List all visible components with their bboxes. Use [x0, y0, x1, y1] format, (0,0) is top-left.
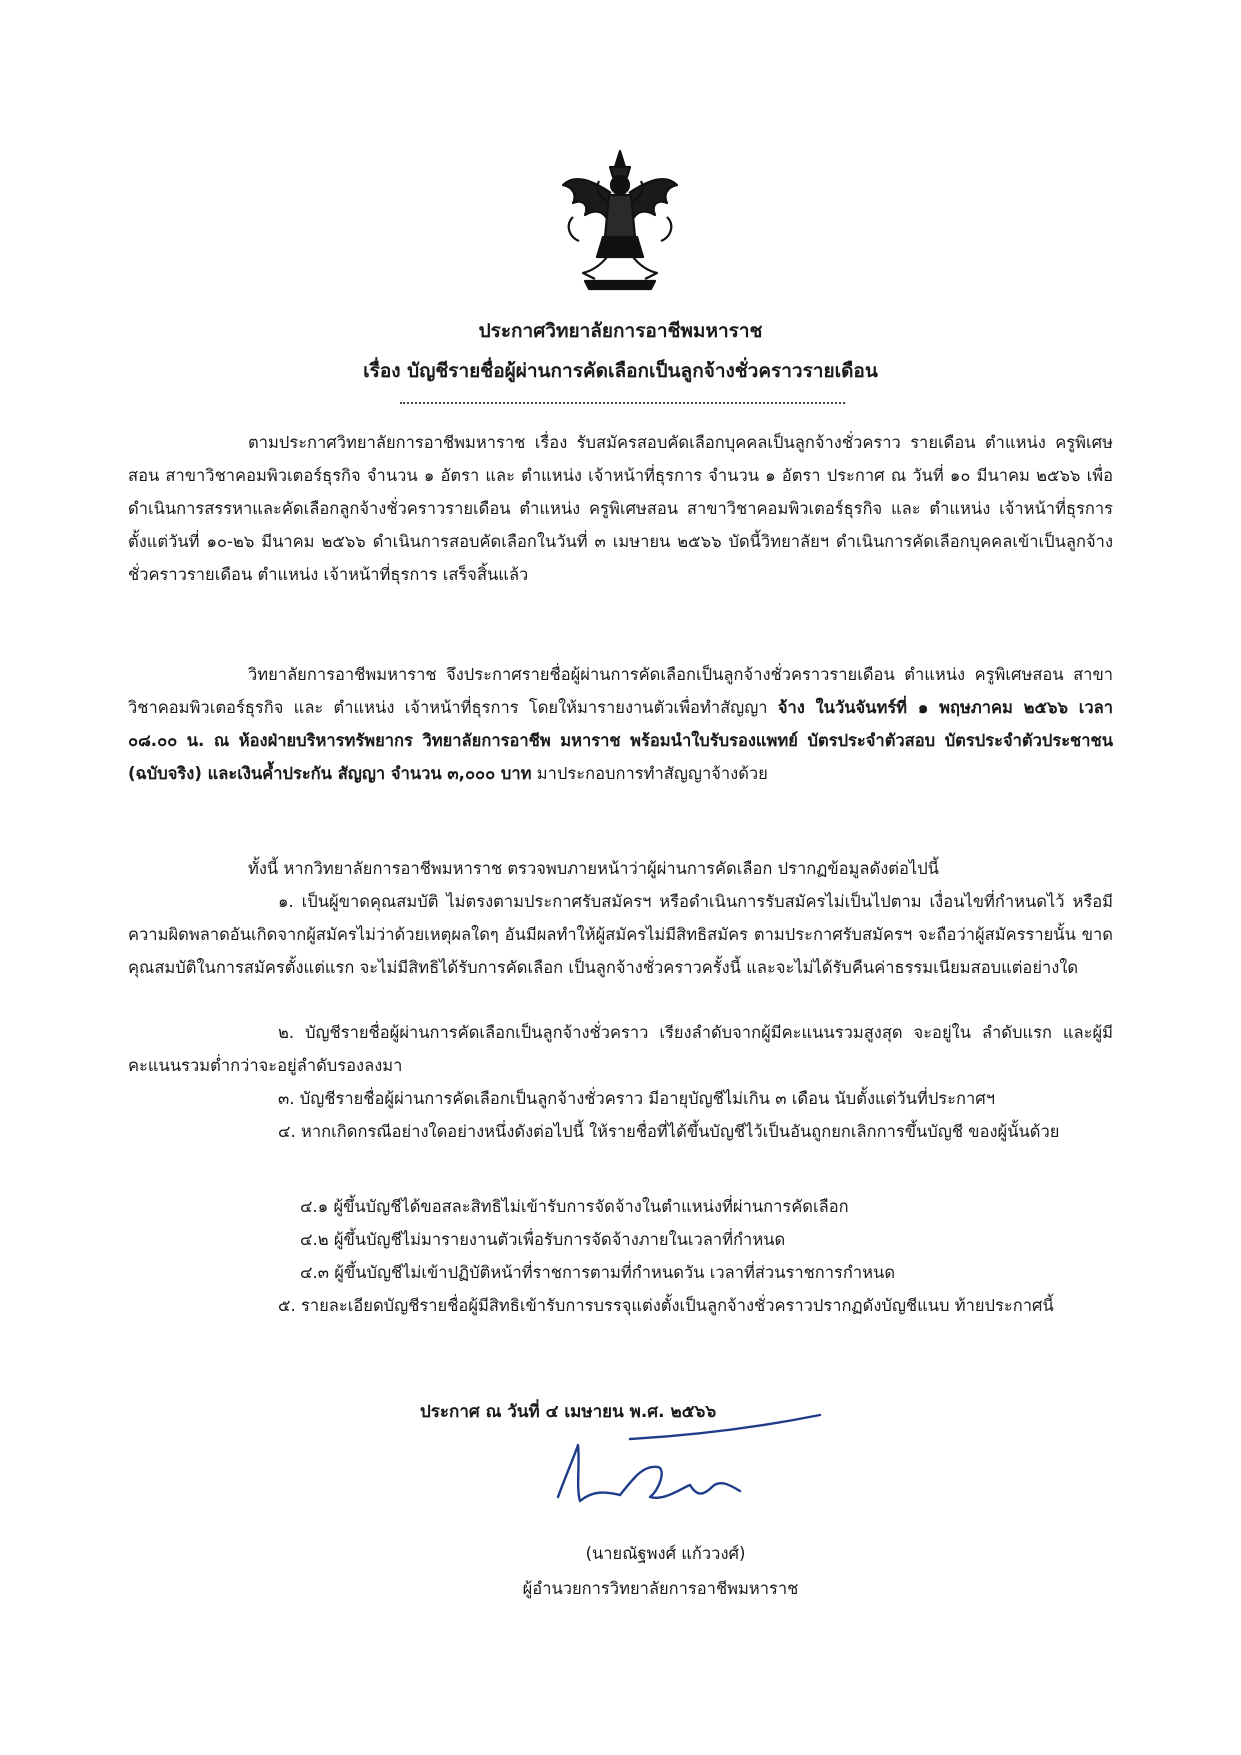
condition-item-2-text: ๒. บัญชีรายชื่อผู้ผ่านการคัดเลือกเป็นลูกจ้างชั่วคราว เรียงลำดับจากผู้มีคะแนนรวมสูงสุด จะอยู่ใน ลำดับแรก และผู้มีคะแนนรวมต่ำกว่าจะอยู่ลำดับรองลงมา	[128, 1023, 1113, 1075]
condition-item-4-1: ๔.๑ ผู้ขึ้นบัญชีได้ขอสละสิทธิไม่เข้ารับการจัดจ้างในตำแหน่งที่ผ่านการคัดเลือก	[300, 1197, 849, 1216]
announcement-title: ประกาศวิทยาลัยการอาชีพมหาราช	[478, 320, 763, 342]
signer-name: (นายณัฐพงศ์ แก้ววงศ์)	[585, 1544, 746, 1563]
condition-item-1	[128, 885, 1113, 984]
paragraph-announcement	[128, 658, 1113, 790]
reporting-date-details: จ้าง ในวันจันทร์ที่ ๑ พฤษภาคม ๒๕๖๖ เวลา ๐๘.๐๐ น. ณ ห้องฝ่ายบริหารทรัพยากร วิทยาลัยการอาชีพ มหาราช พร้อมนำใบรับรองแพทย์ บัตรประจำตัวสอบ บัตรประจำตัวประชาชน (ฉบับจริง) และเงินค้ำประกัน สัญญา จำนวน ๓,๐๐๐ บาท	[128, 698, 1114, 783]
signature-mark	[540, 1405, 900, 1525]
condition-item-4	[128, 1115, 1113, 1148]
paragraph-announcement-end: มาประกอบการทำสัญญาจ้างด้วย	[536, 764, 768, 783]
paragraph-conditions-intro	[128, 852, 1113, 885]
condition-item-4-2: ๔.๒ ผู้ขึ้นบัญชีไม่มารายงานตัวเพื่อรับการจัดจ้างภายในเวลาที่กำหนด	[300, 1230, 786, 1249]
paragraph-background-text: ตามประกาศวิทยาลัยการอาชีพมหาราช เรื่อง รับสมัครสอบคัดเลือกบุคคลเป็นลูกจ้างชั่วคราว รายเดือน ตำแหน่ง ครูพิเศษสอน สาขาวิชาคอมพิวเตอร์ธุรกิจ จำนวน ๑ อัตรา และ ตำแหน่ง เจ้าหน้าที่ธุรการ จำนวน ๑ อัตรา ประกาศ ณ วันที่ ๑๐ มีนาคม ๒๕๖๖ เพื่อดำเนินการสรรหาและคัดเลือกลูกจ้างชั่วคราวรายเดือน ตำแหน่ง ครูพิเศษสอน สาขาวิชาคอมพิวเตอร์ธุรกิจ และ ตำแหน่ง เจ้าหน้าที่ธุรการ ตั้งแต่วันที่ ๑๐-๒๖ มีนาคม ๒๕๖๖ ดำเนินการสอบคัดเลือกในวันที่ ๓ เมษายน ๒๕๖๖ บัดนี้วิทยาลัยฯ ดำเนินการคัดเลือกบุคคลเข้าเป็นลูกจ้าง ชั่วคราวรายเดือน ตำแหน่ง เจ้าหน้าที่ธุรการ เสร็จสิ้นแล้ว	[128, 433, 1113, 584]
condition-item-4-text: ๔. หากเกิดกรณีอย่างใดอย่างหนึ่งดังต่อไปนี้ ให้รายชื่อที่ได้ขึ้นบัญชีไว้เป็นอันถูกยกเลิกการขึ้นบัญชี ของผู้นั้นด้วย	[278, 1122, 1060, 1141]
condition-item-2	[128, 1016, 1113, 1082]
condition-item-5-text: ๕. รายละเอียดบัญชีรายชื่อผู้มีสิทธิเข้ารับการบรรจุแต่งตั้งเป็นลูกจ้างชั่วคราวปรากฏดังบัญชีแนบ ท้ายประกาศนี้	[278, 1296, 1054, 1315]
paragraph-conditions-text: ทั้งนี้ หากวิทยาลัยการอาชีพมหาราช ตรวจพบภายหน้าว่าผู้ผ่านการคัดเลือก ปรากฏข้อมูลดังต่อไปนี้	[248, 859, 939, 878]
paragraph-announcement-text: วิทยาลัยการอาชีพมหาราช จึงประกาศรายชื่อผู้ผ่านการคัดเลือกเป็นลูกจ้างชั่วคราวรายเดือน ตำแหน่ง ครูพิเศษสอน สาขาวิชาคอมพิวเตอร์ธุรกิจ และ ตำแหน่ง เจ้าหน้าที่ธุรการ โดยให้มารายงานตัวเพื่อทำสัญญา	[128, 665, 1113, 717]
condition-item-5	[128, 1289, 1113, 1322]
condition-item-1-text: ๑. เป็นผู้ขาดคุณสมบัติ ไม่ตรงตามประกาศรับสมัครฯ หรือดำเนินการรับสมัครไม่เป็นไปตาม เงื่อนไขที่กำหนดไว้ หรือมีความผิดพลาดอันเกิดจากผู้สมัครไม่ว่าด้วยเหตุผลใดๆ อันมีผลทำให้ผู้สมัครไม่มีสิทธิสมัคร ตามประกาศรับสมัครฯ จะถือว่าผู้สมัครรายนั้น ขาดคุณสมบัติในการสมัครตั้งแต่แรก จะไม่มีสิทธิได้รับการคัดเลือก เป็นลูกจ้างชั่วคราวครั้งนี้ และจะไม่ได้รับคืนค่าธรรมเนียมสอบแต่อย่างใด	[128, 892, 1113, 977]
issued-date: ประกาศ ณ วันที่ ๔ เมษายน พ.ศ. ๒๕๖๖	[420, 1402, 717, 1422]
signer-title: ผู้อำนวยการวิทยาลัยการอาชีพมหาราช	[522, 1579, 799, 1598]
garuda-emblem-icon	[555, 145, 685, 295]
condition-item-4-3: ๔.๓ ผู้ขึ้นบัญชีไม่เข้าปฏิบัติหน้าที่ราชการตามที่กำหนดวัน เวลาที่ส่วนราชการกำหนด	[300, 1263, 896, 1282]
dotted-divider	[400, 402, 845, 404]
paragraph-background	[128, 426, 1113, 591]
condition-item-3-text: ๓. บัญชีรายชื่อผู้ผ่านการคัดเลือกเป็นลูกจ้างชั่วคราว มีอายุบัญชีไม่เกิน ๓ เดือน นับตั้งแต่วันที่ประกาศฯ	[278, 1089, 996, 1108]
condition-item-3	[128, 1082, 1113, 1115]
announcement-subject: เรื่อง บัญชีรายชื่อผู้ผ่านการคัดเลือกเป็นลูกจ้างชั่วคราวรายเดือน	[363, 360, 878, 382]
